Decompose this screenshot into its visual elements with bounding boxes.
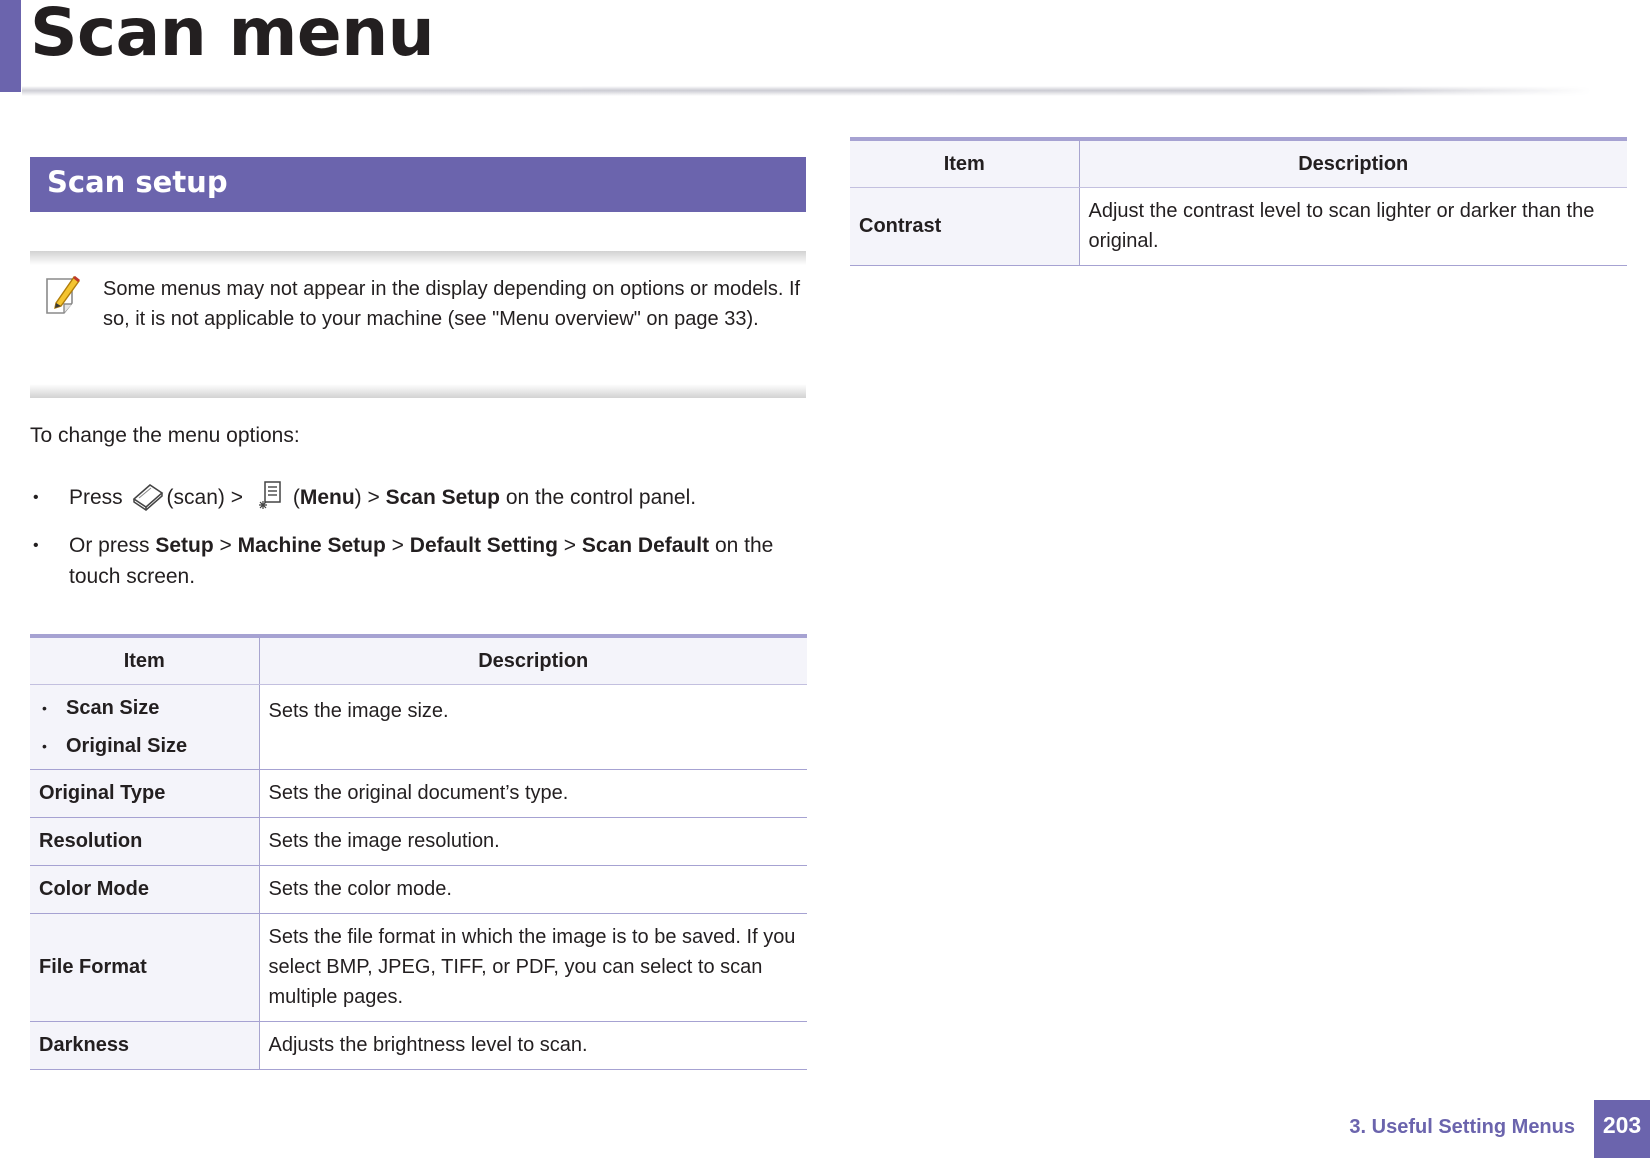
step-control-panel: • Press (scan) > (Menu) > Scan Setup on the control panel. [30,482,810,513]
title-accent-bar [0,0,21,92]
scan-setup-table-continued [850,137,1627,266]
note-box [30,251,806,398]
scan-default-label: Scan Default [581,534,710,558]
table-cell-item: Color Mode [30,866,259,914]
table-cell-item: Contrast [850,188,1079,266]
table-cell-description: Adjust the contrast level to scan lighter or darker than the original. [1079,188,1627,266]
column-header-item: Item [30,636,259,685]
table-row [30,914,807,1022]
setup-label: Setup [155,534,214,558]
step-suffix: on the control panel. [505,486,697,509]
menu-label: Menu [299,486,355,509]
column-header-item: Item [850,139,1079,188]
press-label: Press [69,486,123,509]
page-number: 203 [1594,1100,1650,1158]
table-cell-item [30,685,259,770]
column-header-description: Description [1079,139,1627,188]
separator: > [367,486,380,509]
menu-icon [257,477,285,513]
title-divider [22,86,1592,96]
list-item: • Original Size [39,727,250,765]
table-cell-item: Darkness [30,1022,259,1070]
table-cell-item: File Format [30,914,259,1022]
table-cell-description: Sets the image resolution. [259,818,807,866]
page-title: Scan menu [30,0,435,71]
list-item: • Scan Size [39,689,250,727]
table-row [30,866,807,914]
table-cell-description: Sets the image size. [259,685,807,770]
table-row [30,770,807,818]
table-row [30,818,807,866]
intro-text: To change the menu options: [30,424,300,447]
step-prefix: Or press [69,534,150,558]
note-pencil-icon [44,273,84,317]
step-touch-screen: • Or press Setup > Machine Setup > Default Setting > Scan Default on the touch screen. [30,530,810,592]
scan-icon [130,477,166,513]
table-cell-item: Resolution [30,818,259,866]
table-cell-description: Adjusts the brightness level to scan. [259,1022,807,1070]
table-cell-item: Original Type [30,770,259,818]
note-top-rule [30,251,806,265]
table-row [30,1022,807,1070]
footer-chapter: 3. Useful Setting Menus [1349,1116,1575,1138]
column-header-description: Description [259,636,807,685]
table-cell-description: Sets the color mode. [259,866,807,914]
machine-setup-label: Machine Setup [237,534,386,558]
section-heading: Scan setup [30,157,806,212]
step-suffix: on the touch screen. [69,534,774,589]
table-row [850,188,1627,266]
table-row [30,685,807,770]
table-cell-description: Sets the file format in which the image is to be saved. If you select BMP, JPEG, TIFF, or PDF, you can select to scan multiple pages. [259,914,807,1022]
steps-list [30,482,810,609]
scan-setup-label: Scan Setup [385,486,500,509]
scan-setup-table [30,634,807,1070]
default-setting-label: Default Setting [409,534,558,558]
note-text: Some menus may not appear in the display depending on options or models. If so, it is not applicable to your machine (see "Menu overview" on page 33). [103,278,801,330]
note-bottom-rule [30,384,806,398]
table-cell-description: Sets the original document’s type. [259,770,807,818]
scan-text: (scan) > [166,486,243,509]
